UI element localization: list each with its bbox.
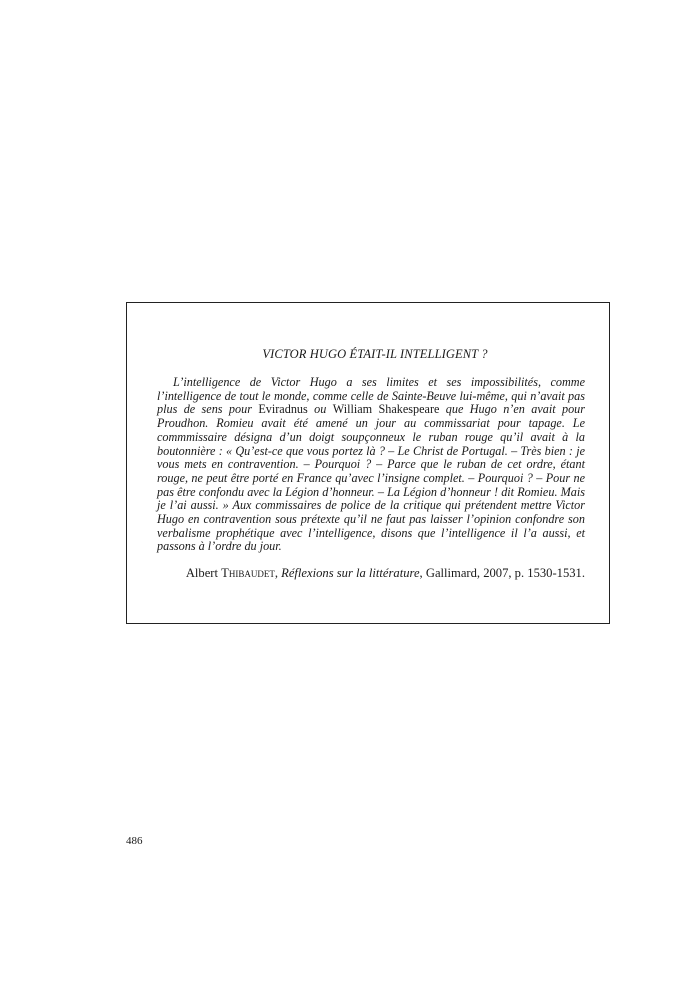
author-last-name: Thibaudet [221, 566, 275, 581]
excerpt-title: VICTOR HUGO ÉTAIT-IL INTELLIGENT ? [262, 347, 488, 361]
work-title-william-shakespeare: William Shakespeare [332, 402, 440, 417]
excerpt-body [157, 376, 585, 554]
excerpt-body-part-1: L’intelligence de Victor Hugo a ses limites et ses impossibilités, comme l’intelligence de tout le monde, comme celle de Sainte-Beuve lui-même, qui n’avait pas plus de sens pour [157, 375, 585, 417]
work-title-eviradnus: Eviradnus [258, 402, 308, 417]
author-first-name: Albert [185, 566, 218, 581]
book-title: Réflexions sur la littérature [281, 566, 420, 581]
page-number: 486 [126, 835, 143, 847]
excerpt-body-part-2: ou [307, 402, 333, 417]
excerpt-body-part-3: que Hugo n’en avait pour Proudhon. Romieu avait été amené un jour au commissariat pour tapage. Le commmissaire désigna d’un doigt soupçonneux le ruban rouge qu’il avait à la boutonnière : « Qu’est-ce que vous portez là ? – Le Christ de Portugal. – Très bien : je vous mets en contravention. – Pourquoi ? – Parce que le ruban de cet ordre, étant rouge, ne peut être porté en France qu’avec l’insigne complet. – Pourquoi ? – Pour ne pas être confondu avec la Légion d’honneur. – La Légion d’honneur ! dit Romieu. Mais je l’ai aussi. » Aux commissaires de police de la critique qui prétendent mettre Victor Hugo en contravention sous prétexte qu’il ne faut pas laisser l’opinion confondre son verbalisme prophétique avec l’intelligence, disons que l’intelligence il l’a aussi, et passons à l’ordre du jour. [157, 402, 586, 554]
source-citation [157, 566, 585, 581]
quotation-box [126, 302, 610, 624]
citation-rest: , Gallimard, 2007, p. 1530-1531. [419, 566, 585, 581]
citation-separator: , [274, 566, 282, 581]
